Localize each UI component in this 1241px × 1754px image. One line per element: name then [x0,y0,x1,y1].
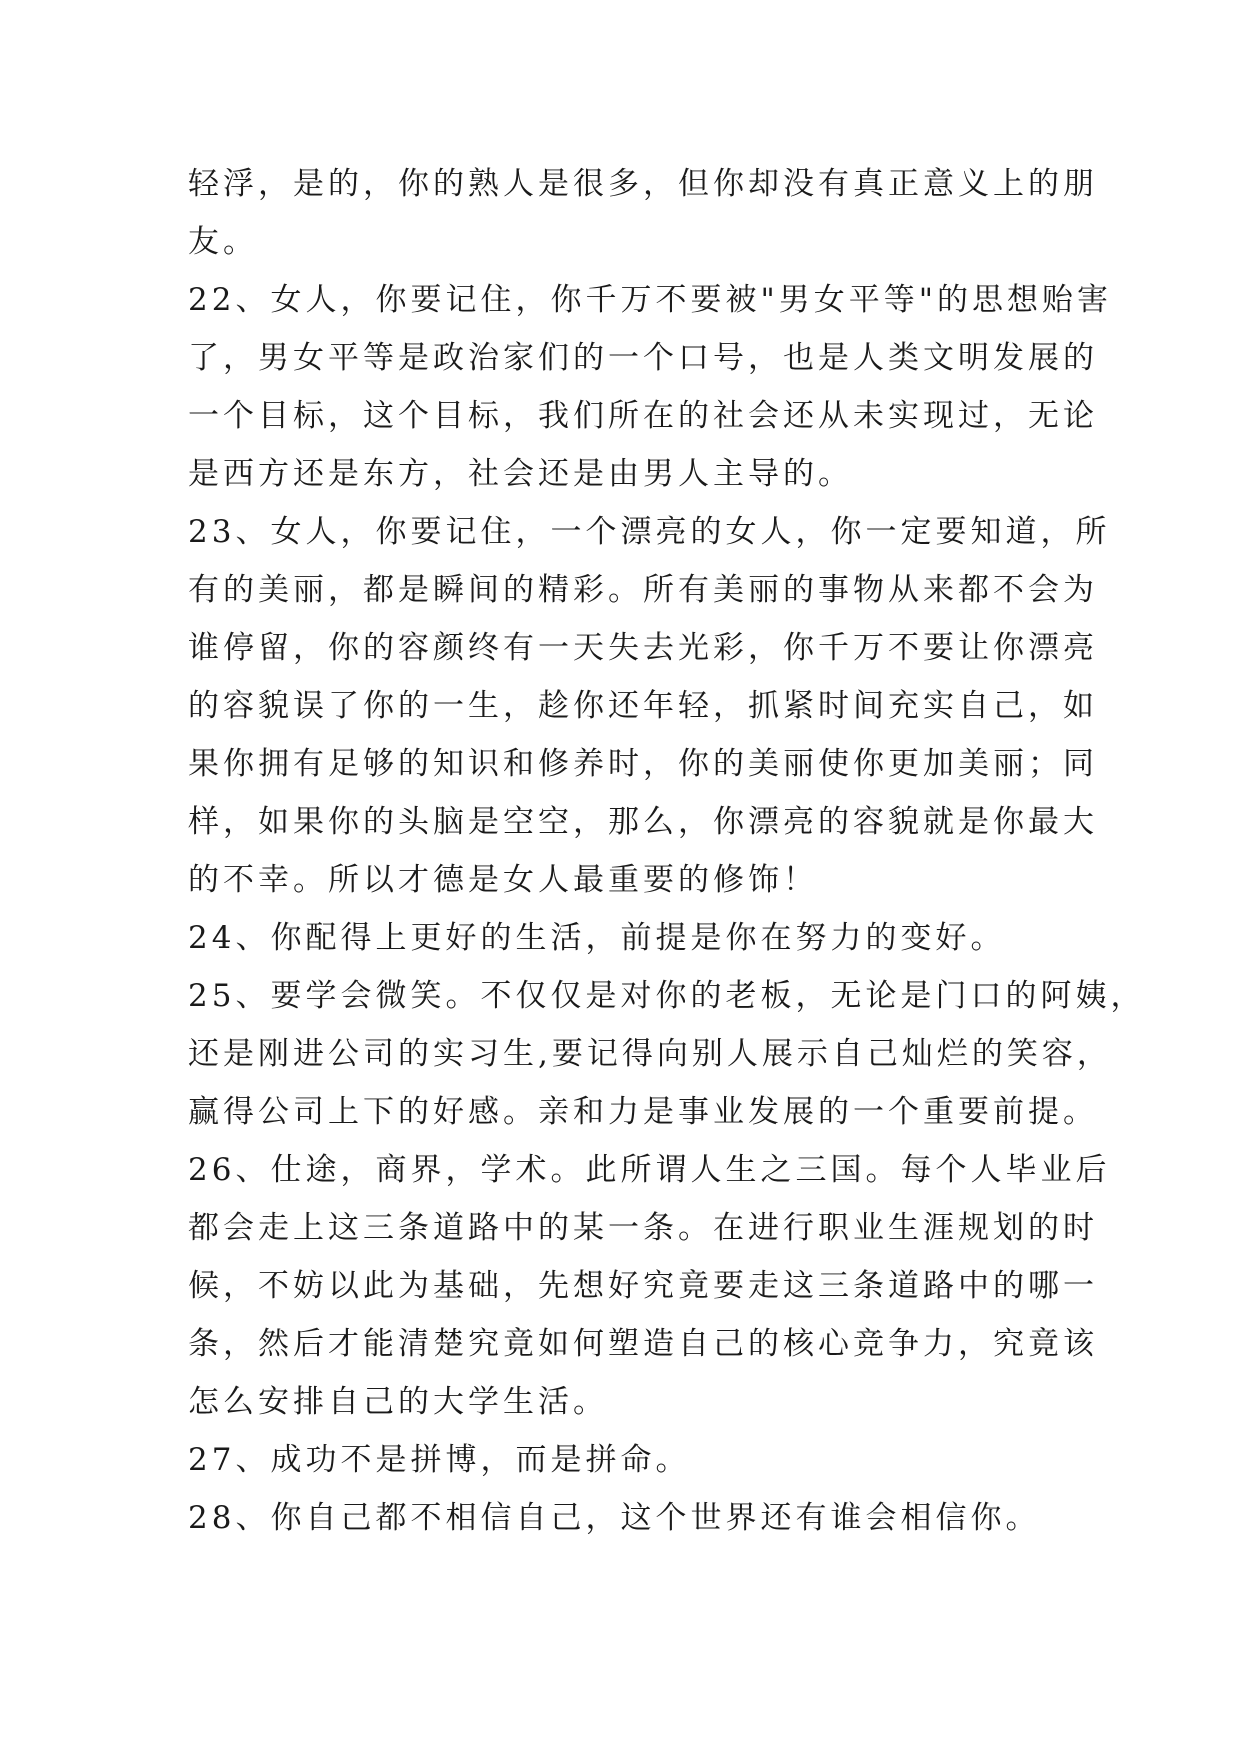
text-line: 候，不妨以此为基础，先想好究竟要走这三条道路中的哪一 [188,1268,1098,1304]
text-line: 怎么安排自己的大学生活。 [188,1384,608,1420]
text-line: 友。 [188,224,258,260]
text-line: 有的美丽，都是瞬间的精彩。所有美丽的事物从来都不会为 [188,572,1098,608]
text-line: 24、你配得上更好的生活，前提是你在努力的变好。 [188,920,1006,956]
text-line: 谁停留，你的容颜终有一天失去光彩，你千万不要让你漂亮 [188,630,1098,666]
text-line: 都会走上这三条道路中的某一条。在进行职业生涯规划的时 [188,1210,1098,1246]
text-line: 轻浮，是的，你的熟人是很多，但你却没有真正意义上的朋 [188,166,1098,202]
text-line: 28、你自己都不相信自己，这个世界还有谁会相信你。 [188,1500,1041,1536]
document-body [188,155,1146,1547]
text-line: 的容貌误了你的一生，趁你还年轻，抓紧时间充实自己，如 [188,688,1098,724]
text-line: 赢得公司上下的好感。亲和力是事业发展的一个重要前提。 [188,1094,1098,1130]
text-line: 了，男女平等是政治家们的一个口号，也是人类文明发展的 [188,340,1098,376]
text-line: 是西方还是东方，社会还是由男人主导的。 [188,456,853,492]
text-line: 26、仕途，商界，学术。此所谓人生之三国。每个人毕业后 [188,1152,1111,1188]
text-line: 23、女人，你要记住，一个漂亮的女人，你一定要知道，所 [188,514,1111,550]
text-line: 果你拥有足够的知识和修养时，你的美丽使你更加美丽；同 [188,746,1098,782]
text-line: 样，如果你的头脑是空空，那么，你漂亮的容貌就是你最大 [188,804,1098,840]
text-line: 还是刚进公司的实习生,要记得向别人展示自己灿烂的笑容， [188,1036,1112,1072]
text-line: 的不幸。所以才德是女人最重要的修饰！ [188,862,818,898]
text-line: 22、女人，你要记住，你千万不要被"男女平等"的思想贻害 [188,282,1112,318]
text-line: 条，然后才能清楚究竟如何塑造自己的核心竞争力，究竟该 [188,1326,1098,1362]
text-line: 25、要学会微笑。不仅仅是对你的老板，无论是门口的阿姨， [188,978,1146,1014]
text-line: 27、成功不是拼博，而是拼命。 [188,1442,691,1478]
text-line: 一个目标，这个目标，我们所在的社会还从未实现过，无论 [188,398,1098,434]
